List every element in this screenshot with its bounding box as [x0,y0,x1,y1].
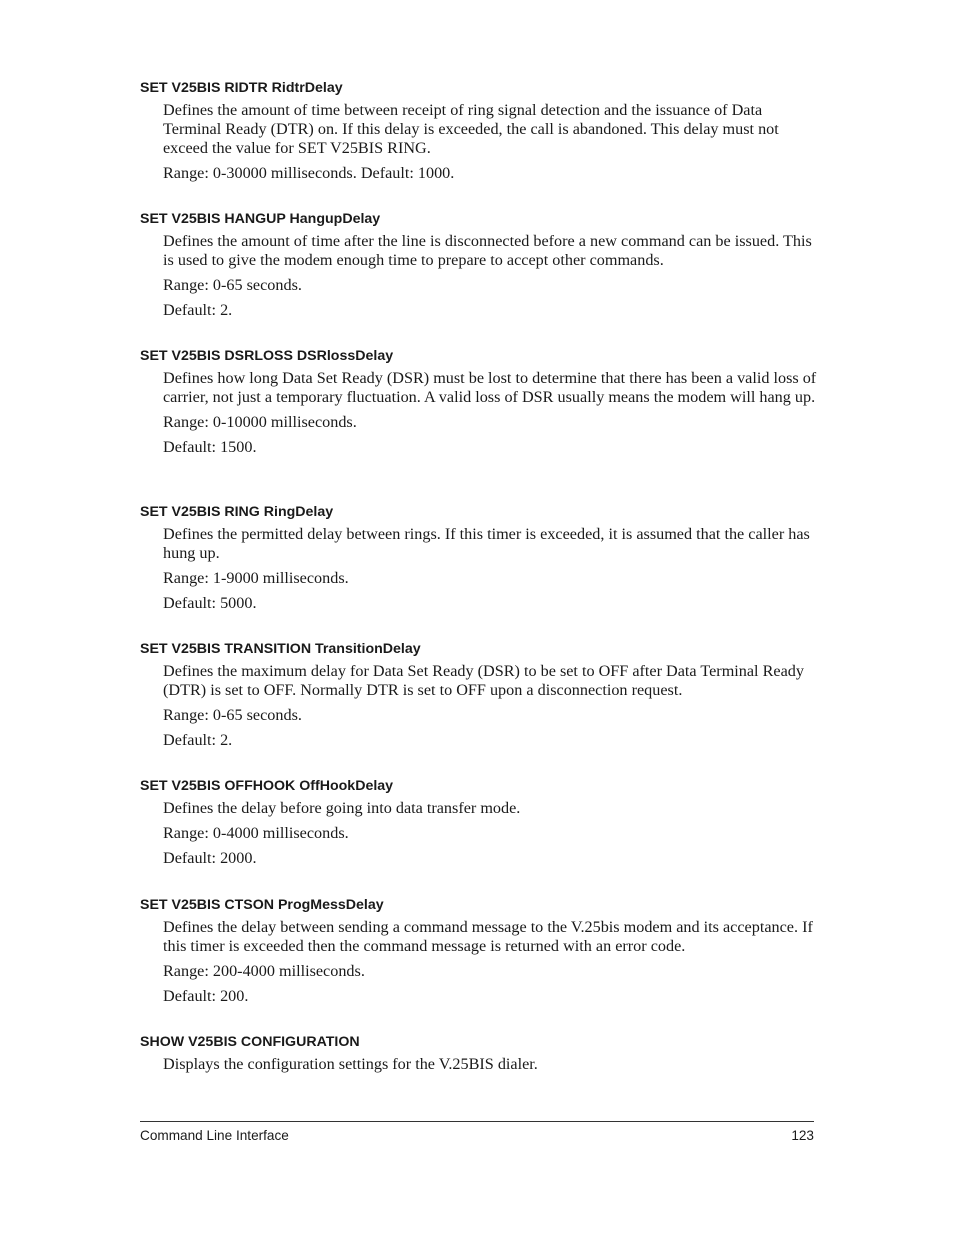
section-paragraph: Default: 2000. [163,848,257,867]
section-heading: SET V25BIS DSRLOSS DSRlossDelay [140,348,394,364]
section-paragraph: Range: 0-10000 milliseconds. [163,412,357,431]
section-hangup [140,210,814,320]
section-paragraph: Default: 1500. [163,437,257,456]
section-heading: SET V25BIS RIDTR RidtrDelay [140,80,343,96]
section-ring [140,503,814,613]
section-paragraph: Defines the delay between sending a command message to the V.25bis modem and its acceptance. If this timer is exceeded then the command message is returned with an error code. [163,918,813,955]
section-paragraph: Default: 2. [163,730,233,749]
section-show-config [140,1033,814,1074]
page-number: 123 [791,1128,814,1143]
section-paragraph: Range: 0-30000 milliseconds. Default: 1000. [163,163,455,182]
section-dsrloss [140,347,817,457]
section-paragraph: Default: 2. [163,300,233,319]
section-heading: SET V25BIS CTSON ProgMessDelay [140,897,384,913]
footer-divider [140,1121,814,1122]
section-paragraph: Range: 0-65 seconds. [163,705,302,724]
section-paragraph: Default: 200. [163,986,249,1005]
section-paragraph: Defines the maximum delay for Data Set Ready (DSR) to be set to OFF after Data Terminal Ready (DTR) is set to OFF. Normally DTR is set to OFF upon a disconnection request. [163,662,804,699]
section-transition [140,640,814,750]
section-paragraph: Displays the configuration settings for the V.25BIS dialer. [163,1055,538,1073]
section-paragraph: Range: 0-4000 milliseconds. [163,823,349,842]
section-heading: SET V25BIS RING RingDelay [140,504,334,520]
section-offhook [140,777,814,868]
section-paragraph: Defines the amount of time between receipt of ring signal detection and the issuance of Data Terminal Ready (DTR) on. If this delay is exceeded, the call is abandoned. This delay must not exceed the value for SET V25BIS RING. [163,101,779,157]
footer-title: Command Line Interface [140,1128,289,1143]
section-paragraph: Range: 0-65 seconds. [163,275,302,294]
section-paragraph: Range: 200-4000 milliseconds. [163,961,365,980]
section-paragraph: Defines the permitted delay between rings. If this timer is exceeded, it is assumed that the caller has hung up. [163,525,810,562]
section-heading: SET V25BIS HANGUP HangupDelay [140,211,381,227]
section-heading: SET V25BIS TRANSITION TransitionDelay [140,641,421,657]
section-paragraph: Default: 5000. [163,593,257,612]
section-paragraph: Defines the delay before going into data transfer mode. [163,799,521,817]
section-paragraph: Defines how long Data Set Ready (DSR) must be lost to determine that there has been a valid loss of carrier, not just a temporary fluctuation. A valid loss of DSR usually means the modem will hang up. [163,369,817,406]
document-page [140,0,817,1235]
section-ridtr [140,79,814,183]
section-ctson [140,896,814,1006]
section-heading: SET V25BIS OFFHOOK OffHookDelay [140,778,394,794]
section-heading: SHOW V25BIS CONFIGURATION [140,1034,360,1050]
section-paragraph: Range: 1-9000 milliseconds. [163,568,349,587]
section-paragraph: Defines the amount of time after the line is disconnected before a new command can be issued. This is used to give the modem enough time to prepare to accept other commands. [163,232,812,269]
